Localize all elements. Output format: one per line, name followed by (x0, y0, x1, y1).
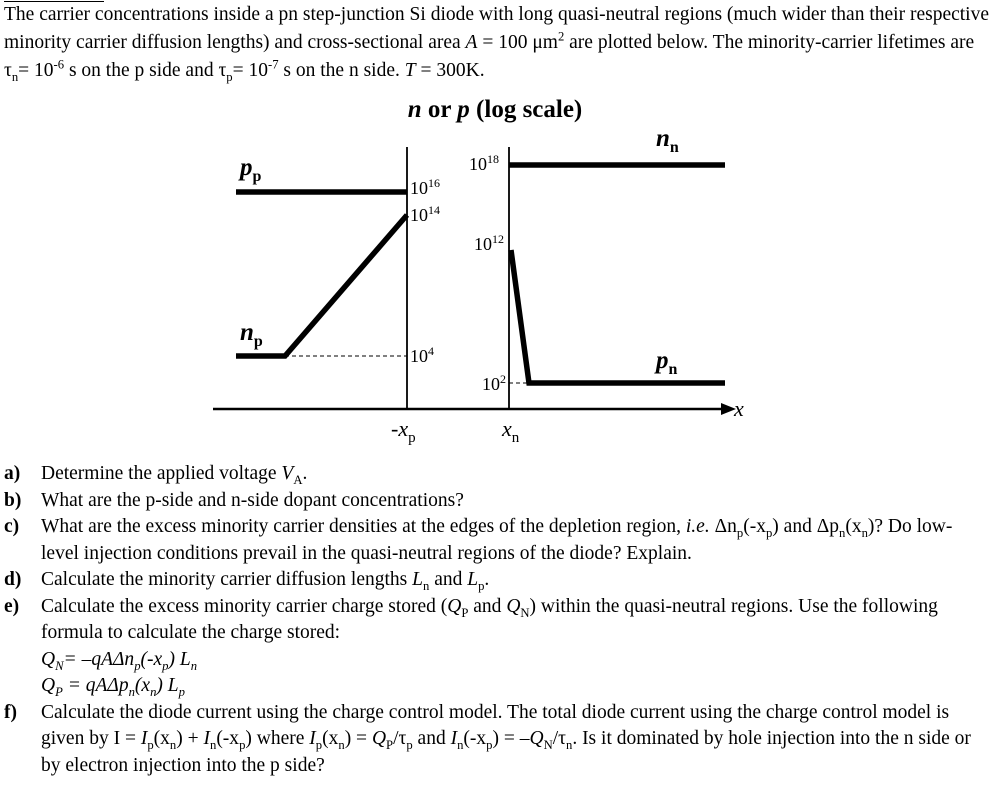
tick-label-1e4: $10^4$ (410, 344, 434, 366)
x-axis-label: x (734, 396, 744, 421)
question-a: a) Determine the applied voltage $V_A$. (4, 463, 308, 487)
problem-intro: The carrier concentrations inside a pn step-junction Si diode with long quasi-neutral regions (much wider than their respective minority carrier diffusion lengths) and cross-sectional area A = 100 $\mu m^2$ are plotted below. The minority-carrier lifetimes are $\tau_n= 10^{-6}$ s on the p side and $\tau_p= 10^{-7}$ s on the n side. T = 300K. (4, 1, 989, 85)
question-f: f) Calculate the diode current using the charge control model. The total diode current using the charge control model is given by $I = I_p(x_n) + I_n(-x_p)$ where $I_p(x_n) = Q_P/\tau_p$ and $I_n(-x_p) = -Q_N/\tau_n$. Is it dominated by hole injection into the n side or by electron injection into the p side? (4, 701, 971, 776)
question-b: b) What are the p-side and n-side dopant concentrations? (4, 489, 464, 511)
top-rule (4, 1, 104, 2)
figure-title: n or p (log scale) (407, 96, 583, 123)
tick-label-1e14: $10^{14}$ (410, 203, 440, 225)
curve-label-nn: $n_n$ (656, 125, 679, 156)
curve-label-pp: $p_p$ (240, 154, 262, 185)
tick-label-1e12: $10^{12}$ (474, 232, 504, 254)
tick-label-1e2: $10^2$ (482, 372, 506, 394)
x-tick-label-xn: $x_n$ (502, 416, 520, 446)
formula-qn: $Q_N= -qA\Delta n_p(-x_p)$ $L_n$ (41, 648, 198, 673)
tick-label-1e16: $10^{16}$ (410, 176, 440, 198)
curve-label-pn: $p_n$ (656, 347, 678, 378)
formula-qp: $Q_P = qA\Delta p_n(x_n)$ $L_p$ (41, 675, 185, 699)
series-line-pn (511, 250, 725, 383)
question-e: e) Calculate the excess minority carrier charge stored ($Q_P$ and $Q_N$) within the quasi-neutral regions. Use the following formula to calculate the charge stored: (4, 595, 938, 643)
x-tick-label-neg-xp: $-x_p$ (391, 416, 416, 446)
carrier-concentration-figure (0, 85, 991, 460)
curve-label-np: $n_p$ (240, 319, 263, 350)
question-list (4, 461, 989, 779)
question-d: d) Calculate the minority carrier diffusion lengths $L_n$ and $L_p$. (4, 569, 490, 593)
question-c: c) What are the excess minority carrier densities at the edges of the depletion region, i.e. $\Delta n_p(-x_p)$ and $\Delta p_n(x_n)$? Do low-level injection conditions prevail in the quasi-neutral regions of the diode? Explain. (4, 516, 953, 564)
tick-label-1e18: $10^{18}$ (469, 152, 499, 174)
